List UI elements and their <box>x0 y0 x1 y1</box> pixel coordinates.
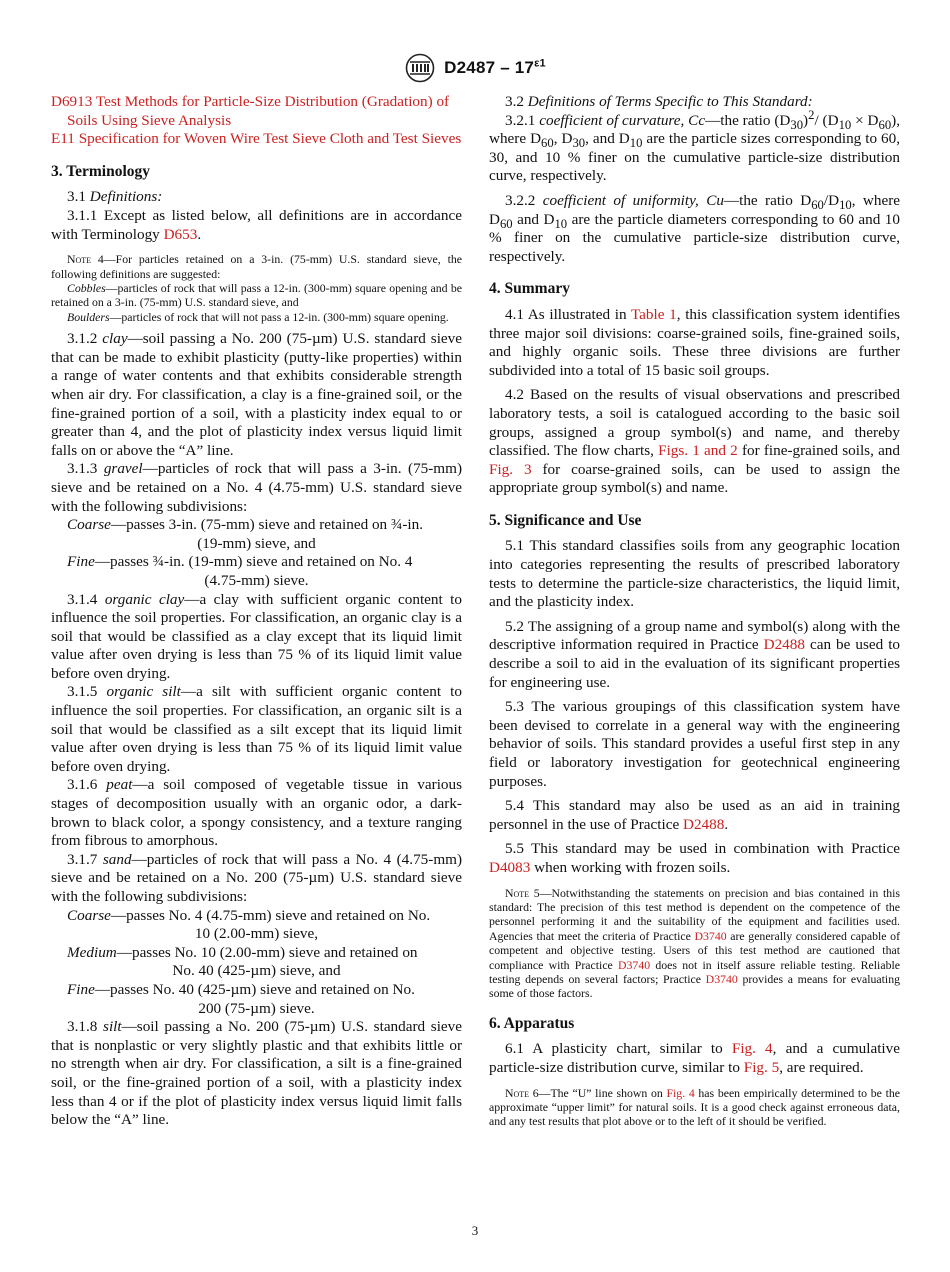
note-4: Note 4—For particles retained on a 3-in. (75-mm) U.S. standard sieve, the following definitions are suggested: Cobbles—particles of rock that will pass a 12-in. (300-mm) square opening and be retained on a 3-in. (75-mm) U.S. standard sieve, and Boulders—particles of rock that will not pass a 12-in. (300-mm) square opening. <box>51 252 462 324</box>
para-3-2: 3.2 Definitions of Terms Specific to This Standard: <box>505 93 813 110</box>
para-5-1: 5.1 This standard classifies soils from any geographic location into categories representing the results of prescribed laboratory tests to determine the particle-size characteristics, the liquid limit, and the plasticity index. <box>489 537 900 611</box>
section-4-heading: 4. Summary <box>489 280 570 298</box>
para-3-1: 3.1 Definitions: <box>67 188 163 206</box>
para-5-5: 5.5 This standard may be used in combination with Practice D4083 when working with frozen soils. <box>489 840 900 876</box>
ref-link-d6913[interactable]: D6913 <box>51 93 93 110</box>
gravel-coarse-cont: (19-mm) sieve, and <box>197 534 316 552</box>
ref-link-d3740-c[interactable]: D3740 <box>705 972 738 986</box>
note-5: Note 5—Notwithstanding the statements on precision and bias contained in this standard: The precision of this test method is dependent on the competence of the personnel performing it and the suitability of the equipment and facilities used. Agencies that meet the criteria of Practice D3740 are generally considered capable of competent and objective testing. Users of this test method are cautioned that compliance with Practice D3740 does not in itself assure reliable testing. Reliable testing depends on several factors; Practice D3740 provides a means for evaluating some of those factors. <box>489 885 901 1001</box>
para-5-3: 5.3 The various groupings of this classification system have been devised to correlate in a general way with the engineering behavior of soils. This standard provides a useful first step in any field or laboratory investigation for geotechnical engineering purposes. <box>489 698 900 790</box>
para-3-1-3-gravel: 3.1.3 gravel—particles of rock that will pass a 3-in. (75-mm) sieve and be retained on a No. 4 (4.75-mm) U.S. standard sieve with the following subdivisions: <box>51 460 462 515</box>
page-number: 3 <box>471 1223 479 1238</box>
ref-link-d3740-b[interactable]: D3740 <box>618 957 651 972</box>
para-3-1-1: 3.1.1 Except as listed below, all definitions are in accordance with Terminology D653. <box>51 206 462 243</box>
para-4-2: 4.2 Based on the results of visual observations and prescribed laboratory tests, a soil is catalogued according to the basic soil groups, assigned a group symbol(s) and name, and thereby classified. The flow charts, Figs. 1 and 2 for fine-grained soils, and Fig. 3 for coarse-grained soils, can be used to assign the appropriate group symbol(s) and name. <box>489 386 901 497</box>
para-4-1: 4.1 As illustrated in Table 1, this classification system identifies three major soil divisions: coarse-grained soils, fine-grained soils, and highly organic soils. These three divisions are further subdivided into a total of 15 basic soil groups. <box>489 305 900 379</box>
ref-link-d4083[interactable]: D4083 <box>489 858 531 876</box>
sand-medium: Medium—passes No. 10 (2.00-mm) sieve and retained on <box>67 943 418 961</box>
para-3-2-2-cu: 3.2.2 coefficient of uniformity, Cu—the ratio $D_{60}/D_{10}$, where $D_{60}$ and $D_{10}$ are the particle diameters corresponding to 60 and 10 % finer on the cumulative particle-size distribution curve, respectively. <box>489 191 900 265</box>
section-5-heading: 5. Significance and Use <box>489 511 642 529</box>
para-3-1-6-peat: 3.1.6 peat—a soil composed of vegetable tissue in various stages of decomposition usually with an organic odor, a dark-brown to black color, a spongy consistency, and a texture ranging from fibrous to amorphous. <box>51 776 463 850</box>
ref-link-fig-5[interactable]: Fig. 5 <box>743 1059 780 1076</box>
ref-link-d653[interactable]: D653 <box>163 225 198 243</box>
gravel-fine-cont: (4.75-mm) sieve. <box>204 571 309 589</box>
para-3-1-5-organic-silt: 3.1.5 organic silt—a silt with sufficient organic content to influence the soil properties. For classification, an organic silt is a soil that would be classified as a silt except that its liquid limit value after oven drying is less than 75 % of its liquid limit value before oven drying. <box>51 683 462 775</box>
left-column <box>51 93 462 1130</box>
right-column <box>489 93 900 1135</box>
para-3-1-8-silt: 3.1.8 silt—soil passing a No. 200 (75-µm) U.S. standard sieve that is nonplastic or very slightly plastic and that exhibits little or no strength when air dry. For classification, a silt is a fine-grained soil, or the fine-grained portion of a soil, with a plasticity index less than 4 or if the plot of plasticity index versus liquid limit falls below the “A” line. <box>51 1018 462 1129</box>
sand-coarse-cont: 10 (2.00-mm) sieve, <box>194 925 319 943</box>
ref-link-fig-4[interactable]: Fig. 4 <box>731 1040 773 1058</box>
para-3-1-7-sand: 3.1.7 sand—particles of rock that will pass a No. 4 (4.75-mm) sieve and be retained on a No. 200 (75-µm) U.S. standard sieve with the following subdivisions: <box>51 850 463 905</box>
designation: $D2487 - 17^{\varepsilon 1}$ <box>444 57 546 77</box>
para-3-2-1-cc: 3.2.1 coefficient of curvature, Cc—the ratio $(D_{30})^2/$ $(D_{10} \times D_{60})$, where $D_{60}$, $D_{30}$, and $D_{10}$ are the particle sizes corresponding to 60, 30, and 10 % finer on the cumulative particle-size distribution curve, respectively. <box>489 107 900 185</box>
para-6-1: 6.1 A plasticity chart, similar to Fig. 4, and a cumulative particle-size distribution curve, similar to Fig. 5, are required. <box>489 1040 900 1076</box>
ref-link-fig-4-b[interactable]: Fig. 4 <box>666 1085 695 1100</box>
ref-link-d3740-a[interactable]: D3740 <box>694 928 727 943</box>
para-3-1-2-clay: 3.1.2 clay—soil passing a No. 200 (75-µm) U.S. standard sieve that can be made to exhibit plasticity (putty-like properties) within a range of water contents and that exhibits considerable strength when air dry. For classification, a clay is a fine-grained soil, or the fine-grained portion of a soil, with a plasticity index equal to or greater than 4, and the plot of plasticity index versus liquid limit falls on or above the “A” line. <box>51 330 462 459</box>
sand-coarse: Coarse—passes No. 4 (4.75-mm) sieve and retained on No. <box>67 906 431 924</box>
referenced-documents-list <box>51 93 462 149</box>
ref-link-fig-3[interactable]: Fig. 3 <box>489 460 532 478</box>
section-3-heading: 3. Terminology <box>51 162 151 180</box>
sand-fine-cont: 200 (75-µm) sieve. <box>198 999 315 1017</box>
ref-link-d2488-b[interactable]: D2488 <box>683 815 725 833</box>
note-6: Note 6—The “U” line shown on Fig. 4 has been empirically determined to be the approximate “upper limit” for natural soils. It is a good check against erroneous data, and any test results that plot above or to the left of it should be verified. <box>489 1085 900 1129</box>
para-3-1-4-organic-clay: 3.1.4 organic clay—a clay with sufficient organic content to influence the soil properties. For classification, an organic clay is a soil that would be classified as a clay except that its liquid limit value after oven drying is less than 75 % of its liquid limit value before oven drying. <box>51 590 462 682</box>
ref-link-e11[interactable]: E11 <box>51 130 75 148</box>
gravel-coarse: Coarse—passes 3-in. (75-mm) sieve and retained on ¾-in. <box>67 516 423 534</box>
ref-item-d6913: D6913 Test Methods for Particle-Size Distribution (Gradation) of Soils Using Sieve Analysis <box>51 93 450 129</box>
para-5-4: 5.4 This standard may also be used as an aid in training personnel in the use of Practice D2488. <box>489 797 900 833</box>
ref-link-figs-1-2[interactable]: Figs. 1 and 2 <box>658 442 738 460</box>
section-6-heading: 6. Apparatus <box>489 1014 575 1032</box>
ref-link-d2488[interactable]: D2488 <box>763 636 805 654</box>
page-header <box>0 50 950 86</box>
para-5-2: 5.2 The assigning of a group name and symbol(s) along with the descriptive information required in Practice D2488 can be used to describe a soil to aid in the evaluation of its significant properties for engineering use. <box>489 617 901 691</box>
gravel-fine: Fine—passes ¾-in. (19-mm) sieve and retained on No. 4 <box>67 553 413 571</box>
ref-link-table-1[interactable]: Table 1 <box>630 305 677 323</box>
astm-logo-icon <box>404 53 436 83</box>
ref-item-e11: E11 Specification for Woven Wire Test Sieve Cloth and Test Sieves <box>51 130 462 148</box>
sand-medium-cont: No. 40 (425-µm) sieve, and <box>172 962 341 980</box>
sand-fine: Fine—passes No. 40 (425-µm) sieve and retained on No. <box>67 980 415 998</box>
